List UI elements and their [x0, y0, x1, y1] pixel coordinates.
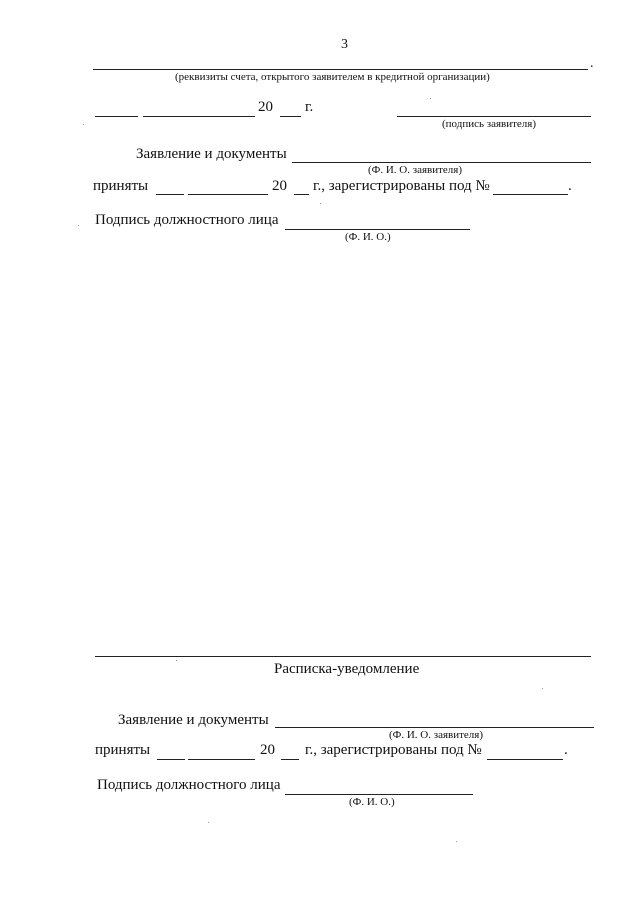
accepted-year-blank	[294, 194, 309, 195]
scan-speck	[542, 688, 543, 689]
receipt-statement-label: Заявление и документы	[118, 712, 269, 728]
applicant-signature-line	[397, 116, 591, 117]
official-signature-label: Подпись должностного лица	[95, 212, 279, 228]
page-number: 3	[341, 37, 348, 52]
receipt-official-signature-line	[285, 794, 473, 795]
receipt-official-signature-label: Подпись должностного лица	[97, 777, 281, 793]
separator-line	[95, 656, 591, 657]
applicant-signature-caption: (подпись заявителя)	[442, 118, 537, 130]
date-day-blank	[95, 116, 138, 117]
accepted-month-blank	[188, 194, 268, 195]
receipt-title: Расписка-уведомление	[274, 661, 420, 677]
accepted-day-blank	[156, 194, 184, 195]
date-year-blank	[280, 116, 301, 117]
receipt-applicant-fio-caption: (Ф. И. О. заявителя)	[389, 729, 484, 741]
registration-number-blank	[493, 194, 568, 195]
receipt-registration-end-dot: .	[564, 742, 568, 758]
applicant-fio-line	[292, 162, 591, 163]
registration-end-dot: .	[568, 178, 572, 194]
official-signature-line	[285, 229, 470, 230]
scan-speck	[320, 203, 321, 204]
receipt-applicant-fio-line	[275, 727, 594, 728]
registered-label: г., зарегистрированы под №	[313, 178, 490, 194]
receipt-accepted-month-blank	[188, 759, 255, 760]
receipt-accepted-year-blank	[281, 759, 299, 760]
receipt-accepted-day-blank	[157, 759, 185, 760]
scan-speck	[456, 841, 457, 842]
scan-speck	[430, 98, 431, 99]
receipt-registration-number-blank	[487, 759, 563, 760]
scan-speck	[83, 124, 84, 125]
accepted-label: приняты	[93, 178, 149, 194]
scan-speck	[208, 822, 209, 823]
date-month-blank	[143, 116, 255, 117]
date-year-suffix: г.	[305, 99, 314, 115]
accepted-year-prefix: 20	[272, 178, 287, 194]
receipt-registered-label: г., зарегистрированы под №	[305, 742, 482, 758]
receipt-official-fio-caption: (Ф. И. О.)	[349, 796, 395, 808]
applicant-fio-caption: (Ф. И. О. заявителя)	[368, 164, 463, 176]
scan-speck	[176, 660, 177, 661]
date-year-prefix: 20	[258, 99, 273, 115]
account-requisites-caption: (реквизиты счета, открытого заявителем в кредитной организации)	[175, 71, 490, 83]
trailing-dot: .	[590, 56, 594, 71]
scan-speck	[78, 225, 79, 226]
receipt-accepted-label: приняты	[95, 742, 151, 758]
official-fio-caption: (Ф. И. О.)	[345, 231, 391, 243]
receipt-accepted-year-prefix: 20	[260, 742, 275, 758]
account-requisites-line	[93, 69, 588, 70]
statement-label: Заявление и документы	[136, 146, 287, 162]
